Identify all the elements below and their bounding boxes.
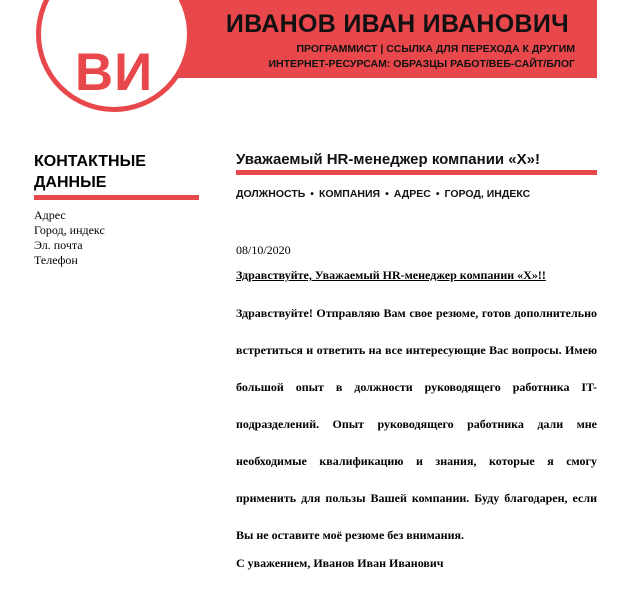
- letter-closing: С уважением, Иванов Иван Иванович: [236, 556, 444, 570]
- meta-separator: •: [385, 188, 389, 200]
- full-name: ИВАНОВ ИВАН ИВАНОВИЧ: [225, 10, 569, 38]
- letter-divider: [236, 170, 597, 175]
- contacts-title: КОНТАКТНЫЕ ДАННЫЕ: [34, 153, 146, 191]
- meta-separator: •: [310, 188, 314, 200]
- contact-city: Город, индекс: [34, 223, 105, 237]
- contact-email: Эл. почта: [34, 238, 83, 252]
- letter-salutation: Здравствуйте, Уважаемый HR-менеджер компании «Х»!!: [236, 268, 546, 282]
- meta-city: ГОРОД, ИНДЕКС: [444, 188, 531, 200]
- meta-position: ДОЛЖНОСТЬ: [236, 188, 306, 200]
- job-subtitle: ПРОГРАММИСТ | ССЫЛКА ДЛЯ ПЕРЕХОДА К ДРУГИМ ИНТЕРНЕТ-РЕСУРСАМ: ОБРАЗЦЫ РАБОТ/ВЕБ-САЙТ/БЛОГ: [268, 43, 575, 70]
- meta-separator: •: [435, 188, 440, 200]
- monogram-initials: ВИ: [74, 42, 154, 102]
- contact-phone: Телефон: [34, 253, 78, 267]
- meta-company: КОМПАНИЯ: [318, 188, 381, 200]
- recipient-meta: [236, 188, 530, 200]
- monogram-circle: [36, 0, 192, 112]
- contact-address: Адрес: [34, 208, 66, 222]
- contacts-divider: [34, 195, 199, 200]
- letter-date: 08/10/2020: [236, 243, 291, 257]
- letter-body: Здравствуйте! Отправляю Вам свое резюме, готов дополнительно встретиться и ответить на все интересующие Вас вопросы. Имею большой опыт в должности руководящего работника IT-подразделений. Опыт руководящего работника дали мне необходимые квалификацию и знания, которые я смогу применить для пользы Вашей компании. Буду благодарен, если Вы не оставите моё резюме без внимания.: [236, 306, 597, 542]
- meta-address: АДРЕС: [393, 188, 431, 200]
- recipient-heading: Уважаемый HR-менеджер компании «Х»!: [236, 151, 540, 168]
- contacts-list: [34, 208, 105, 268]
